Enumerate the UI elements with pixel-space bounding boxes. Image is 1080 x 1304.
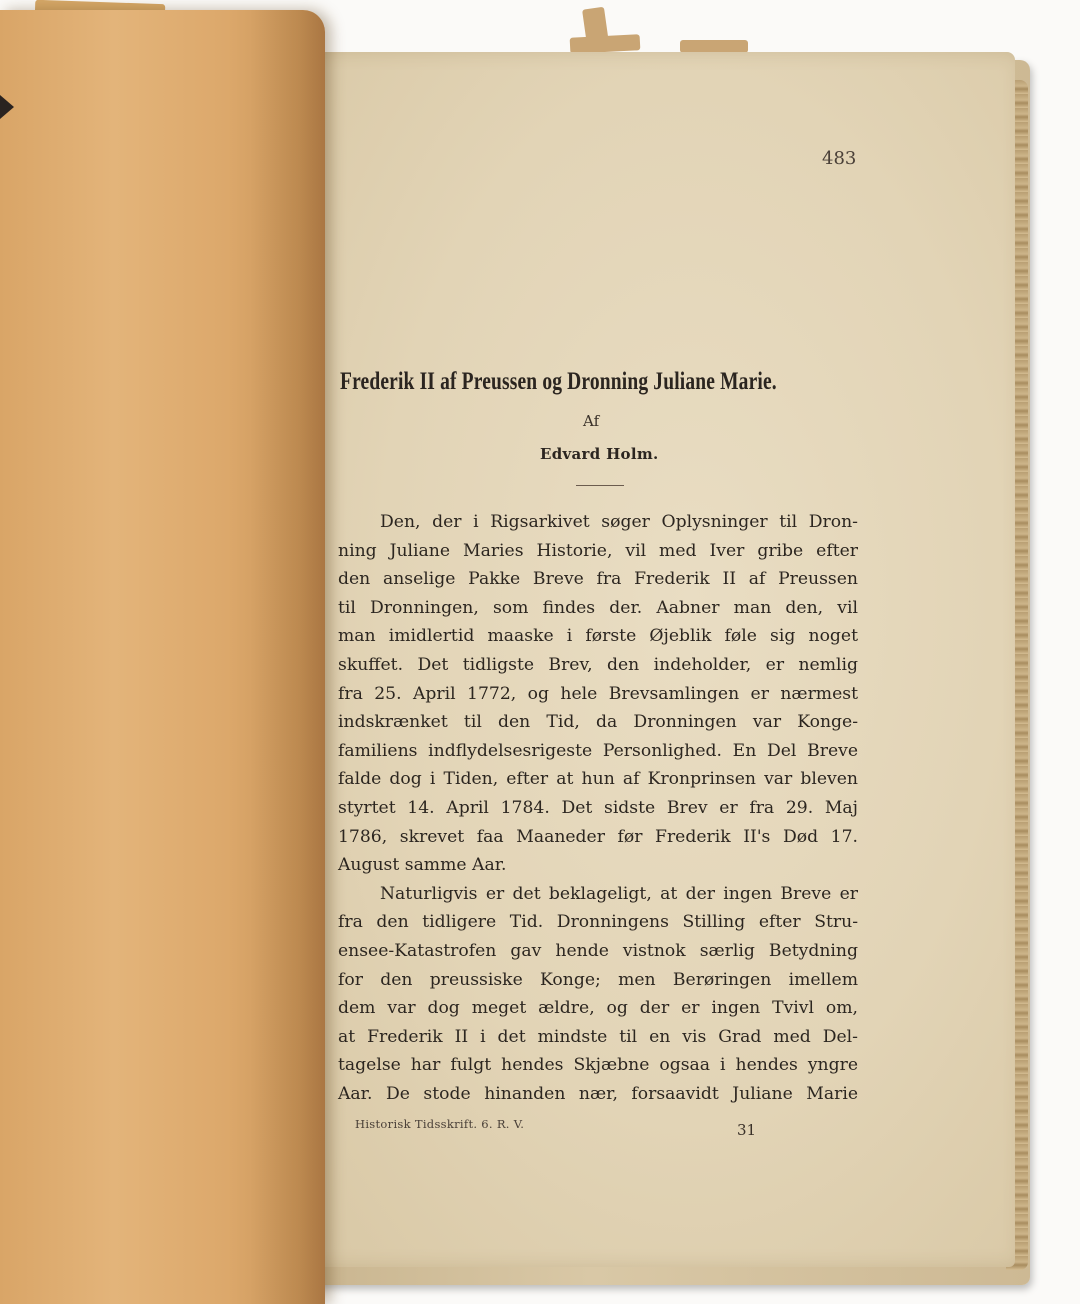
body-line: til Dronningen, som findes der. Aabner man den, vil	[338, 597, 858, 618]
body-line: tagelse har fulgt hendes Skjæbne ogsaa i hendes yngre	[338, 1055, 858, 1076]
body-line: indskrænket til den Tid, da Dronningen var Konge-	[338, 712, 858, 733]
body-line: den anselige Pakke Breve fra Frederik II af Preussen	[338, 569, 858, 590]
body-line: styrtet 14. April 1784. Det sidste Brev er fra 29. Maj	[338, 797, 858, 818]
body-line: falde dog i Tiden, efter at hun af Kronprinsen var bleven	[338, 769, 858, 790]
footer-signature: 31	[737, 1121, 757, 1139]
body-line: fra den tidligere Tid. Dronningens Stilling efter Stru-	[338, 912, 858, 933]
body-line: for den preussiske Konge; men Berøringen imellem	[338, 969, 858, 990]
left-leaf-shadow	[250, 10, 325, 1304]
article-body	[338, 508, 858, 1108]
body-line: skuffet. Det tidligste Brev, den indeholder, er nemlig	[338, 654, 858, 675]
body-line: dem var dog meget ældre, og der er ingen Tvivl om,	[338, 998, 858, 1019]
byline-prefix: Af	[583, 412, 600, 430]
footer-journal: Historisk Tidsskrift. 6. R. V.	[355, 1117, 525, 1131]
body-line: familiens indflydelsesrigeste Personlighed. En Del Breve	[338, 740, 858, 761]
article-author: Edvard Holm.	[540, 445, 659, 463]
body-line: at Frederik II i det mindste til en vis Grad med Del-	[338, 1026, 858, 1047]
title-divider	[576, 485, 624, 486]
body-line: Aar. De stode hinanden nær, forsaavidt Juliane Marie	[338, 1083, 858, 1104]
article-title: Frederik II af Preussen og Dronning Juliane Marie.	[340, 368, 777, 395]
body-line: man imidlertid maaske i første Øjeblik føle sig noget	[338, 626, 858, 647]
body-line: August samme Aar.	[338, 855, 507, 876]
torn-tab	[570, 34, 641, 54]
page-number: 483	[822, 148, 857, 169]
body-line: 1786, skrevet faa Maaneder før Frederik II's Død 17.	[338, 826, 858, 847]
body-line: fra 25. April 1772, og hele Brevsamlingen er nærmest	[338, 683, 858, 704]
body-line: Den, der i Rigsarkivet søger Oplysninger til Dron-	[380, 512, 858, 532]
body-line: ensee-Katastrofen gav hende vistnok særlig Betydning	[338, 940, 858, 961]
body-line: Naturligvis er det beklageligt, at der ingen Breve er	[380, 883, 858, 904]
arrow-mark-icon	[0, 95, 14, 119]
body-line: ning Juliane Maries Historie, vil med Iver gribe efter	[338, 540, 858, 561]
